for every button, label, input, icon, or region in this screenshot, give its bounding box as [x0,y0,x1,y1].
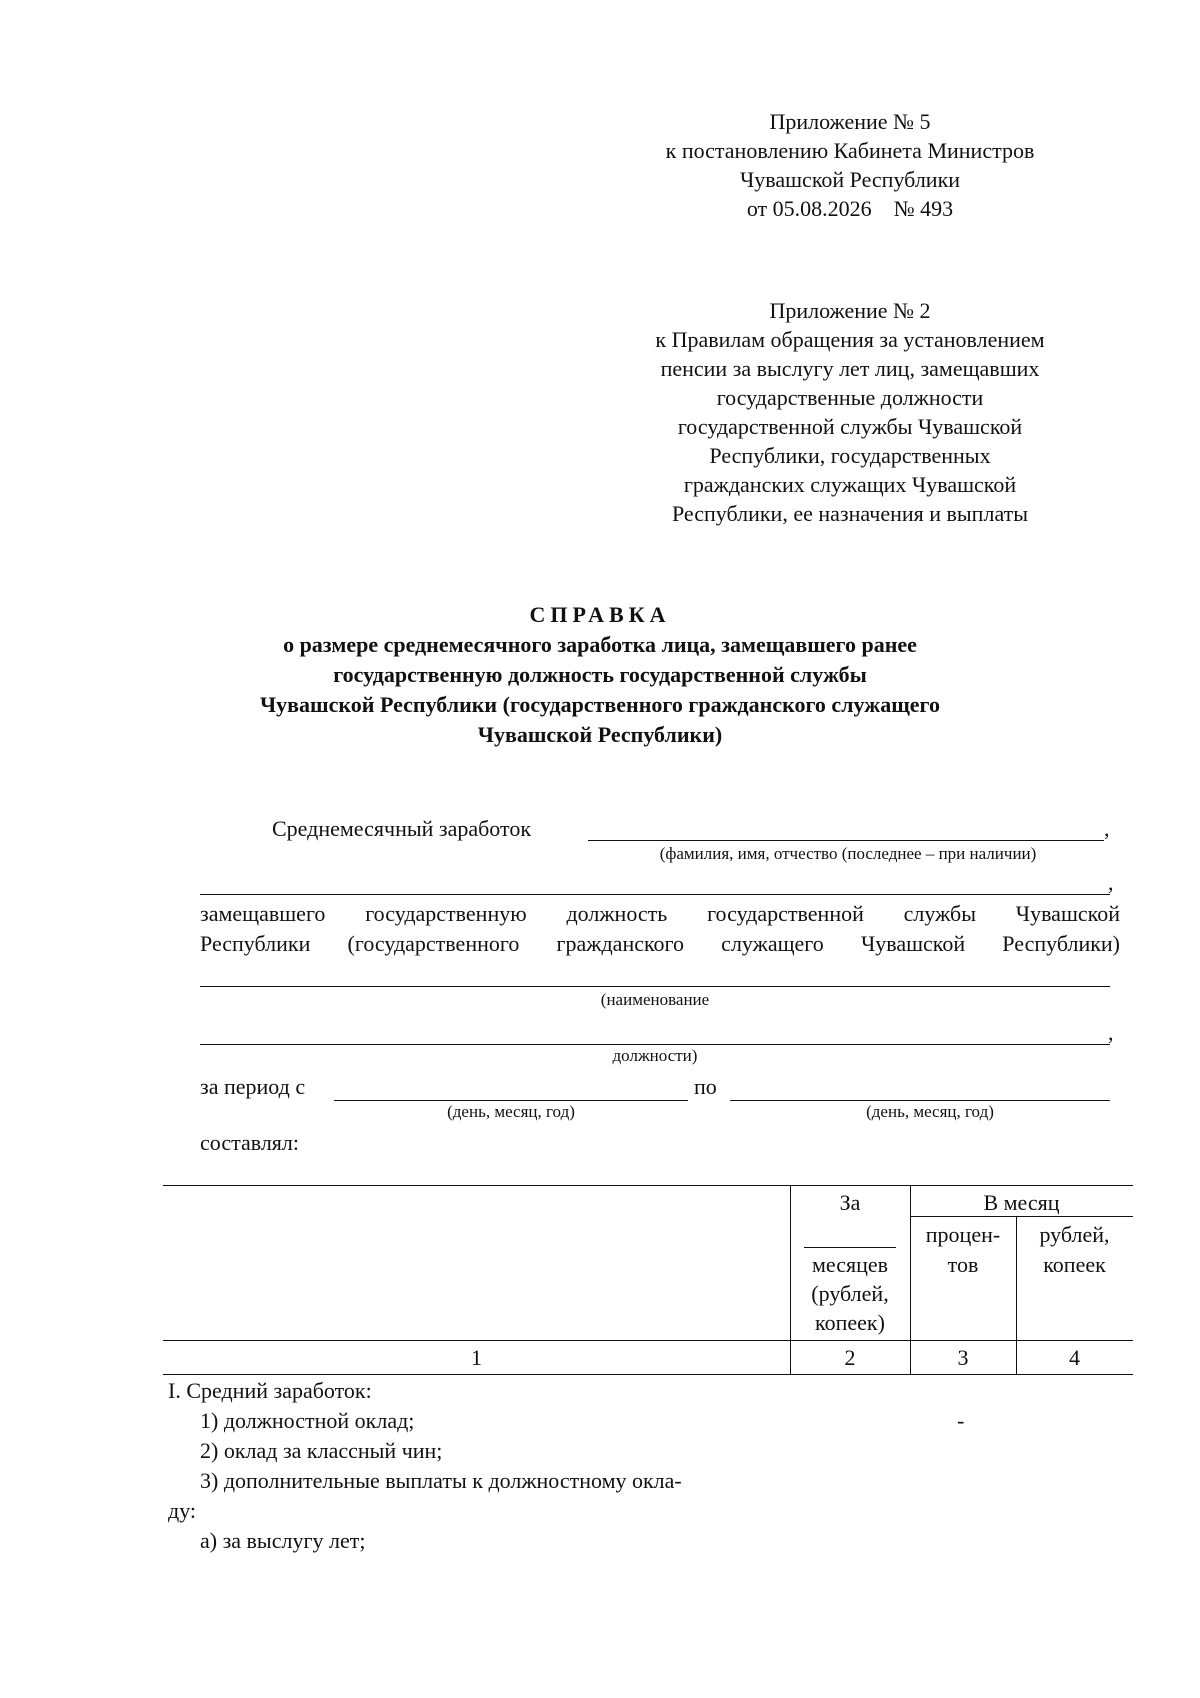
table-header-bottom-border [163,1340,1133,1341]
appendix-2-line-6: гражданских служащих Чувашской [683,472,1017,497]
earnings-label: Среднемесячный заработок [272,816,532,841]
item-2-class-rank-salary: 2) оклад за классный чин; [200,1438,443,1463]
item-1-percent-value: - [957,1408,965,1433]
period-from-caption: (день, месяц, год) [447,1102,575,1121]
column-number-2: 2 [844,1345,856,1370]
table-numbers-bottom-border [163,1374,1133,1375]
column-number-4: 4 [1069,1345,1080,1370]
col2-header-for: За [839,1190,861,1215]
appendix-2-header [610,296,1090,528]
document-heading: СПРАВКА [529,602,671,627]
appendix-2-line-2: пенсии за выслугу лет лиц, замещавших [660,356,1040,381]
period-to-caption: (день, месяц, год) [866,1102,994,1121]
appendix-5-number: Приложение № 5 [769,109,931,134]
appendix-5-republic: Чувашской Республики [739,167,961,192]
position-name-line-2 [200,1044,1110,1045]
document-title [150,600,1050,750]
item-3-continuation: ду: [168,1498,197,1523]
position-naming-caption: (наименование [600,990,710,1009]
period-to-label: по [694,1074,717,1099]
item-a-length-of-service: а) за выслугу лет; [200,1528,366,1553]
appendix-2-line-7: Республики, ее назначения и выплаты [671,501,1029,526]
amounted-label: составлял: [200,1130,300,1155]
title-line-2: государственную должность государственной службы [333,662,867,687]
column-number-3: 3 [957,1345,969,1370]
col4-header-kopecks: копеек [1043,1252,1106,1277]
appendix-5-date-number: от 05.08.2026 № 493 [746,196,954,221]
col4-header-rubles: рублей, [1039,1222,1110,1247]
table-top-border [163,1185,1133,1186]
name-caption: (фамилия, имя, отчество (последнее – при наличии) [659,844,1037,863]
item-1-official-salary: 1) должностной оклад; [200,1408,415,1433]
position-text-line-1: замещавшего государственную должность государственной службы Чувашской [200,901,1120,926]
col2-header-months: месяцев [811,1252,889,1277]
appendix-2-line-3: государственные должности [716,385,984,410]
col3-header-percent-2: тов [947,1252,979,1277]
position-caption: должности) [612,1046,698,1065]
months-blank-line [804,1247,896,1248]
position-text-line-2: Республики (государственного гражданского служащего Чувашской Республики) [200,931,1120,956]
position-comma: , [1108,1020,1114,1045]
item-3-additional-payments: 3) дополнительные выплаты к должностному окла- [200,1468,682,1493]
name-fill-line-2 [200,894,1110,895]
name-fill-line [588,840,1104,841]
name-comma: , [1104,816,1110,841]
appendix-2-number: Приложение № 2 [769,298,931,323]
period-from-label: за период с [200,1074,306,1099]
title-line-3: Чувашской Республики (государственного гражданского служащего [260,692,940,717]
appendix-5-resolution: к постановлению Кабинета Министров [665,138,1035,163]
col2-header-rubles: (рублей, [811,1281,889,1306]
column-number-1: 1 [471,1345,482,1370]
period-from-line [334,1100,688,1101]
section-i-label: I. Средний заработок: [168,1378,372,1403]
col2-header-kopecks: копеек) [815,1310,885,1335]
appendix-2-line-5: Республики, государственных [709,443,991,468]
col3-header-percent-1: процен- [925,1222,1001,1247]
position-name-line-1 [200,986,1110,987]
appendix-5-header [610,107,1090,223]
period-to-line [730,1100,1110,1101]
title-line-4: Чувашской Республики) [477,722,723,747]
appendix-2-line-4: государственной службы Чувашской [677,414,1023,439]
per-month-header: В месяц [983,1190,1060,1215]
name-comma-2: , [1108,870,1114,895]
title-line-1: о размере среднемесячного заработка лица, замещавшего ранее [283,632,917,657]
appendix-2-line-1: к Правилам обращения за установлением [655,327,1045,352]
